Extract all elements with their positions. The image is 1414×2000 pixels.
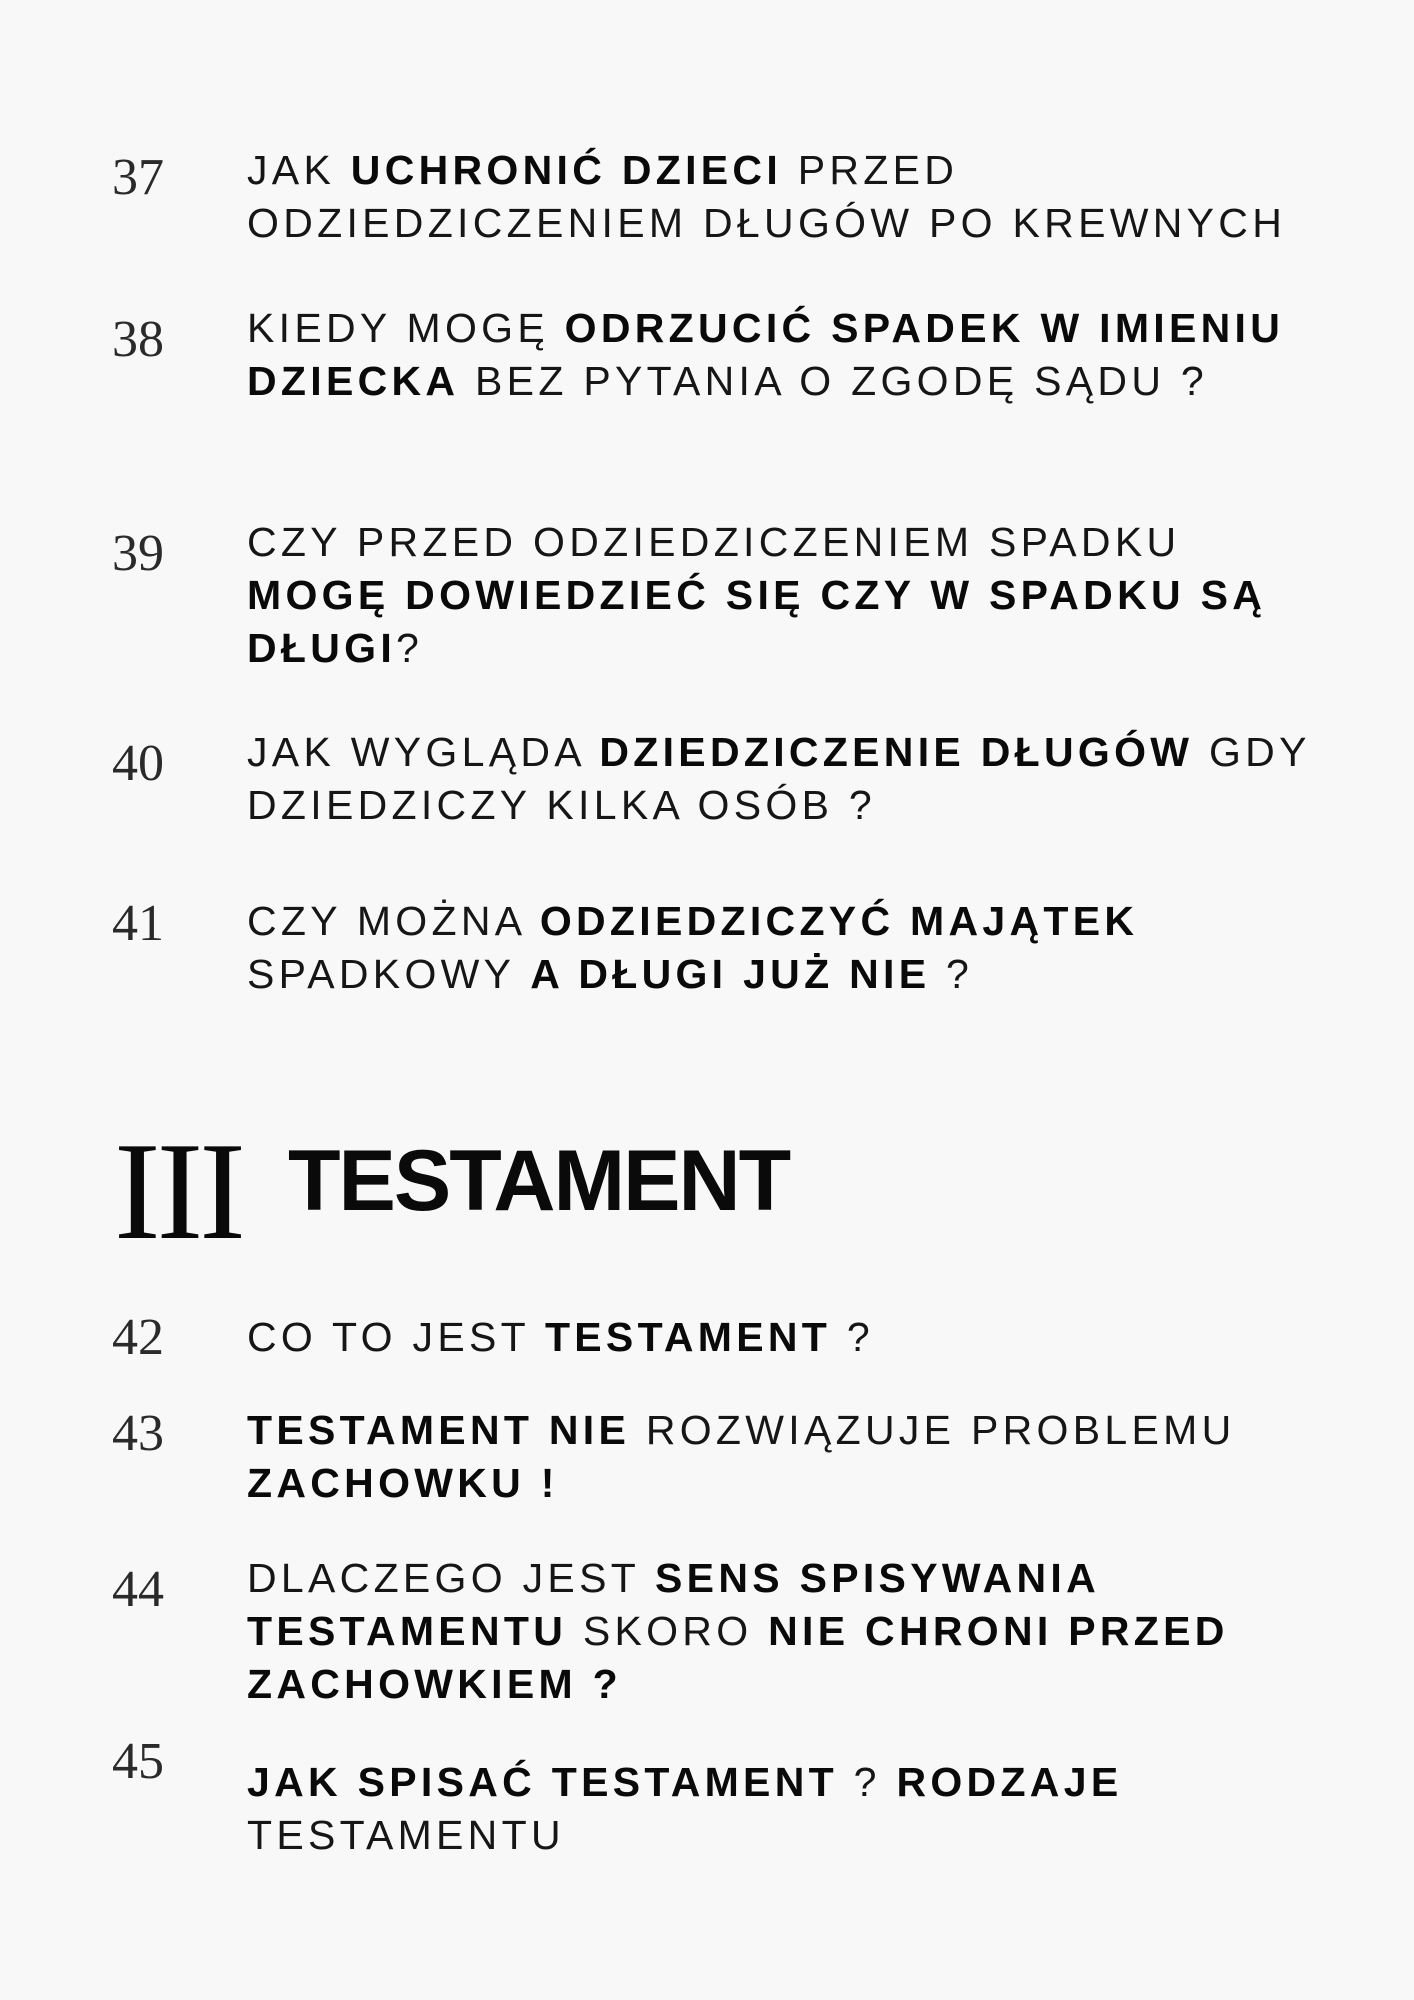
entry-text-segment: KIEDY MOGĘ bbox=[247, 305, 565, 351]
entry-text-bold-segment: NIE CHRONI PRZED ZACHOWKIEM ? bbox=[247, 1608, 1229, 1707]
entry-text bbox=[247, 516, 1337, 675]
entry-number: 38 bbox=[112, 311, 164, 368]
entry-text-segment: SPADKOWY bbox=[247, 951, 531, 997]
entry-text-segment: ? bbox=[930, 951, 974, 997]
entry-text-segment: ? bbox=[396, 625, 424, 671]
entry-text-bold-segment: ODRZUCIĆ SPADEK W IMIENIU DZIECKA bbox=[247, 305, 1285, 404]
entry-text bbox=[247, 144, 1337, 250]
section-title: TESTAMENT bbox=[288, 1133, 790, 1229]
entry-text bbox=[247, 302, 1337, 408]
entry-text bbox=[247, 726, 1337, 832]
entry-number: 45 bbox=[112, 1733, 164, 1790]
entry-text-bold-segment: DZIEDZICZENIE DŁUGÓW bbox=[599, 729, 1194, 775]
entry-text-bold-segment: TESTAMENT NIE bbox=[247, 1407, 631, 1453]
entry-text-bold-segment: A DŁUGI JUŻ NIE bbox=[530, 951, 931, 997]
entry-number: 39 bbox=[112, 525, 164, 582]
entry-text-segment: JAK WYGLĄDA bbox=[247, 729, 600, 775]
entry-text-bold-segment: ZACHOWKU ! bbox=[247, 1460, 559, 1506]
entry-text bbox=[247, 1404, 1337, 1510]
entry-number: 40 bbox=[112, 735, 164, 792]
entry-text-segment: PRZED ODZIEDZICZENIEM DŁUGÓW PO KREWNYCH bbox=[247, 147, 1287, 246]
entry-number: 42 bbox=[112, 1309, 164, 1366]
entry-number: 37 bbox=[112, 149, 164, 206]
section-roman-numeral: III bbox=[114, 1114, 242, 1269]
entry-text-bold-segment: JAK SPISAĆ TESTAMENT bbox=[247, 1759, 838, 1805]
entry-text-segment: SKORO bbox=[567, 1608, 769, 1654]
entry-text-segment: BEZ PYTANIA O ZGODĘ SĄDU ? bbox=[459, 358, 1209, 404]
entry-number: 43 bbox=[112, 1405, 164, 1462]
entry-text-segment: ? bbox=[831, 1314, 874, 1360]
entry-text-bold-segment: ODZIEDZICZYĆ MAJĄTEK bbox=[539, 898, 1139, 944]
entry-text-bold-segment: SENS SPISYWANIA TESTAMENTU bbox=[247, 1555, 1099, 1654]
entry-text-bold-segment: TESTAMENT bbox=[544, 1314, 832, 1360]
entry-number: 41 bbox=[112, 895, 164, 952]
entry-text-segment: CZY MOŻNA bbox=[247, 898, 540, 944]
entry-text bbox=[247, 1756, 1337, 1862]
entry-text-bold-segment: MOGĘ DOWIEDZIEĆ SIĘ CZY W SPADKU SĄ DŁUGI bbox=[247, 572, 1267, 671]
entry-text-segment: ? bbox=[837, 1759, 897, 1805]
entry-text-segment: GDY DZIEDZICZY KILKA OSÓB ? bbox=[247, 729, 1310, 828]
entry-text bbox=[247, 1552, 1337, 1711]
entry-text-segment: CZY PRZED ODZIEDZICZENIEM SPADKU bbox=[247, 519, 1181, 565]
entry-text-bold-segment: UCHRONIĆ DZIECI bbox=[350, 147, 783, 193]
entry-text bbox=[247, 1311, 1337, 1364]
entry-text-segment: ROZWIĄZUJE PROBLEMU bbox=[630, 1407, 1236, 1453]
entry-text-segment: JAK bbox=[247, 147, 351, 193]
entry-text-segment: TESTAMENTU bbox=[247, 1812, 565, 1858]
entry-text-bold-segment: RODZAJE bbox=[896, 1759, 1123, 1805]
entry-text-segment: DLACZEGO JEST bbox=[247, 1555, 656, 1601]
entry-text-segment: CO TO JEST bbox=[247, 1314, 545, 1360]
entry-number: 44 bbox=[112, 1561, 164, 1618]
entry-text bbox=[247, 895, 1337, 1001]
